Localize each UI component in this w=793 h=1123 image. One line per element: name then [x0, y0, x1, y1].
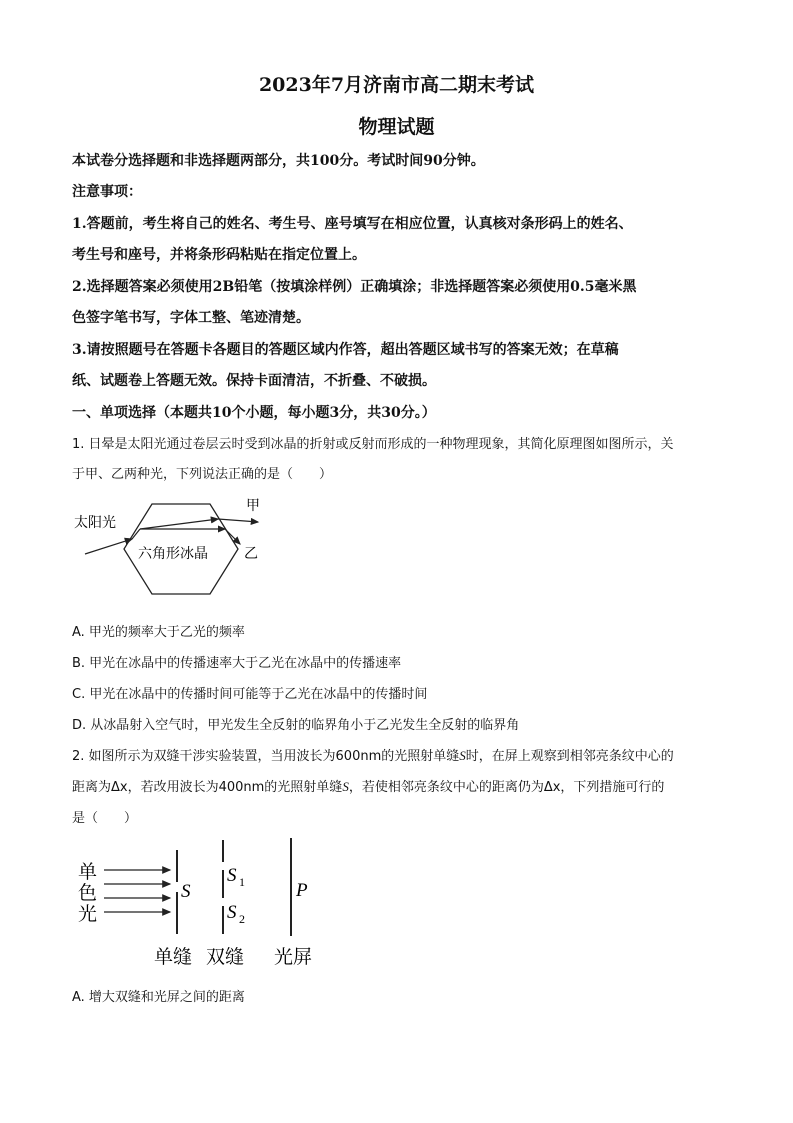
ice-crystal-diagram	[70, 494, 270, 604]
label-ray-jia: 甲	[246, 498, 260, 514]
label-single-slit-s: S	[181, 881, 191, 902]
q1-option-d: D. 从冰晶射入空气时，甲光发生全反射的临界角小于乙光发生全反射的临界角	[72, 718, 520, 733]
notice-item-2-line-1: 2.选择题答案必须使用2B铅笔（按填涂样例）正确填涂；非选择题答案必须使用0.5毫米黑	[72, 279, 637, 295]
label-light-1: 单	[78, 861, 98, 883]
label-s1-subscript: 1	[239, 875, 245, 889]
q2-line2-part-a: 距离为Δx，若改用波长为400nm的光照射单缝	[72, 780, 343, 795]
q2-option-a: A. 增大双缝和光屏之间的距离	[72, 990, 245, 1005]
double-slit-diagram	[70, 834, 330, 974]
caption-single-slit: 单缝	[154, 946, 193, 968]
label-sunlight: 太阳光	[74, 515, 116, 531]
ray-yi-outgoing	[225, 529, 240, 544]
q2-line1-part-b: 时，在屏上观察到相邻亮条纹中心的	[465, 749, 674, 764]
exam-title: 2023年7月济南市高二期末考试	[258, 74, 535, 96]
q1-stem-line-1: 1. 日晕是太阳光通过卷层云时受到冰晶的折射或反射而形成的一种物理现象，其简化原理图如图所示，关	[72, 437, 674, 452]
q1-option-a: A. 甲光的频率大于乙光的频率	[72, 625, 245, 640]
q2-line1-var: S	[459, 748, 466, 763]
q2-stem-line-1	[72, 745, 674, 764]
caption-screen: 光屏	[274, 946, 313, 968]
label-light-3: 光	[78, 903, 98, 925]
q1-option-c: C. 甲光在冰晶中的传播时间可能等于乙光在冰晶中的传播时间	[72, 687, 428, 702]
notice-item-1-line-2: 考生号和座号，并将条形码粘贴在指定位置上。	[72, 247, 366, 263]
q2-line1-part-a: 2. 如图所示为双缝干涉实验装置，当用波长为600nm的光照射单缝	[72, 749, 460, 764]
label-s1: S	[227, 865, 237, 886]
label-light-2: 色	[78, 882, 98, 904]
q2-line2-var: S	[342, 779, 349, 794]
intro-text: 本试卷分选择题和非选择题两部分，共100分。考试时间90分钟。	[72, 153, 485, 169]
q2-stem-line-3: 是（ ）	[72, 811, 138, 826]
ray-jia-outgoing	[218, 519, 258, 522]
section-heading: 一、单项选择（本题共10个小题，每小题3分，共30分。）	[72, 405, 436, 421]
q2-stem-line-2	[72, 776, 664, 795]
notice-item-2-line-2: 色签字笔书写，字体工整、笔迹清楚。	[72, 310, 310, 326]
label-screen-p: P	[296, 880, 308, 901]
label-s2: S	[227, 902, 237, 923]
q1-option-b: B. 甲光在冰晶中的传播速率大于乙光在冰晶中的传播速率	[72, 656, 402, 671]
notice-item-1-line-1: 1.答题前，考生将自己的姓名、考生号、座号填写在相应位置，认真核对条形码上的姓名、	[72, 216, 633, 232]
notice-item-3-line-1: 3.请按照题号在答题卡各题目的答题区域内作答，超出答题区域书写的答案无效；在草稿	[72, 342, 619, 358]
q1-stem-line-2: 于甲、乙两种光，下列说法正确的是（ ）	[72, 467, 333, 482]
ray-jia-inside	[140, 519, 218, 529]
notice-heading: 注意事项：	[72, 184, 142, 200]
label-crystal: 六角形冰晶	[138, 546, 208, 562]
label-ray-yi: 乙	[244, 546, 258, 562]
exam-subtitle: 物理试题	[358, 116, 435, 138]
notice-item-3-line-2: 纸、试题卷上答题无效。保持卡面清洁，不折叠、不破损。	[72, 373, 436, 389]
label-s2-subscript: 2	[239, 912, 245, 926]
caption-double-slit: 双缝	[206, 946, 245, 968]
q2-line2-part-b: ，若使相邻亮条纹中心的距离仍为Δx，下列措施可行的	[348, 780, 665, 795]
